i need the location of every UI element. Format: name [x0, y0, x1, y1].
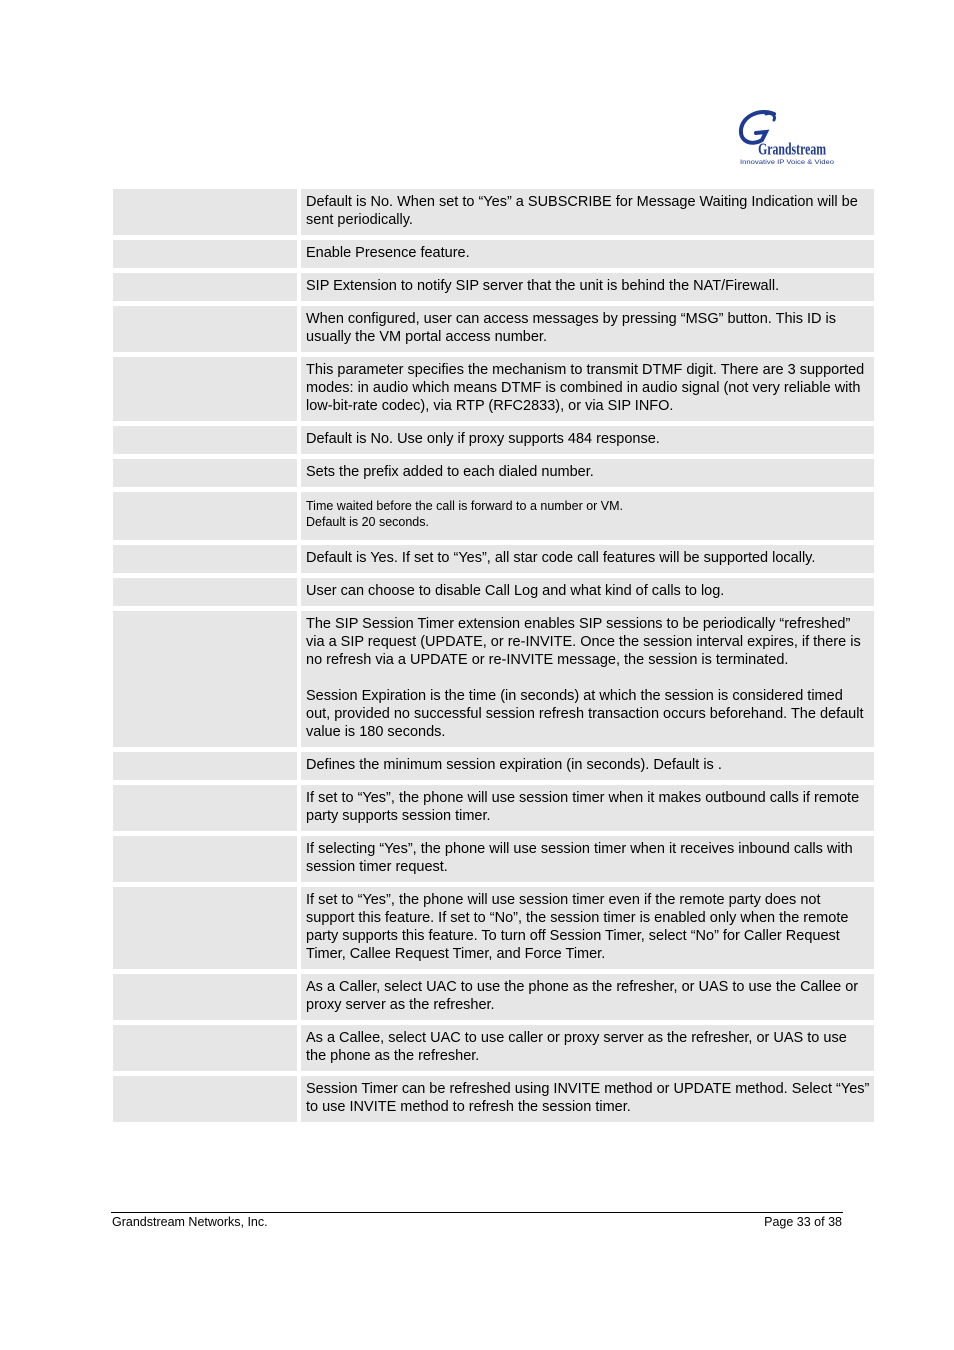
table-row: [113, 974, 874, 1020]
table-row: [113, 785, 874, 831]
table-row: [113, 611, 874, 747]
parameter-description-cell: [301, 426, 874, 454]
parameter-description-cell: [301, 189, 874, 235]
parameter-description-cell: [301, 752, 874, 780]
description-text: As a Caller, select UAC to use the phone as the refresher, or UAS to use the Callee or proxy server as the refresher.: [306, 979, 859, 1013]
parameter-name-cell: [113, 974, 297, 1020]
footer-divider: [111, 1212, 843, 1213]
description-text: User can choose to disable Call Log and what kind of calls to log.: [306, 583, 725, 599]
table-row: [113, 426, 874, 454]
parameter-description-cell: [301, 357, 874, 421]
table-row: [113, 752, 874, 780]
parameter-name-cell: [113, 752, 297, 780]
parameter-description-cell: [301, 492, 874, 540]
parameter-name-cell: [113, 459, 297, 487]
description-text: Sets the prefix added to each dialed number.: [306, 464, 594, 480]
parameter-description-cell: [301, 240, 874, 268]
parameter-description-cell: [301, 459, 874, 487]
parameter-description-cell: [301, 887, 874, 969]
description-text: As a Callee, select UAC to use caller or proxy server as the refresher, or UAS to use the phone as the refresher.: [306, 1030, 847, 1064]
parameter-name-cell: [113, 1025, 297, 1071]
description-text: Time waited before the call is forward to a number or VM.: [306, 499, 624, 513]
description-text: The SIP Session Timer extension enables SIP sessions to be periodically “refreshed” via a SIP request (UPDATE, or re-INVITE. Once the session interval expires, if there is no refresh via a UPDATE or re-INVITE message, the session is terminated.: [306, 616, 861, 668]
table-row: [113, 1025, 874, 1071]
description-text: SIP Extension to notify SIP server that the unit is behind the NAT/Firewall.: [306, 278, 780, 294]
parameter-name-cell: [113, 273, 297, 301]
parameter-description-cell: [301, 306, 874, 352]
footer-page-number: Page 33 of 38: [764, 1215, 842, 1229]
parameter-description-cell: [301, 611, 874, 747]
description-text: Session Expiration is the time (in seconds) at which the session is considered timed out, provided no successful session refresh transaction occurs beforehand. The default value is 180 seconds.: [306, 688, 864, 740]
description-text: Defines the minimum session expiration (in seconds). Default is .: [306, 757, 722, 773]
parameter-description-cell: [301, 1076, 874, 1122]
table-row: [113, 1076, 874, 1122]
table-row: [113, 240, 874, 268]
parameter-name-cell: [113, 240, 297, 268]
parameter-name-cell: [113, 426, 297, 454]
parameter-name-cell: [113, 1076, 297, 1122]
description-text: If selecting “Yes”, the phone will use session timer when it receives inbound calls with session timer request.: [306, 841, 853, 875]
table-row: [113, 189, 874, 235]
parameter-name-cell: [113, 785, 297, 831]
table-row: [113, 887, 874, 969]
footer-company: Grandstream Networks, Inc.: [112, 1215, 268, 1229]
parameter-name-cell: [113, 306, 297, 352]
table-row: [113, 578, 874, 606]
description-text: If set to “Yes”, the phone will use session timer even if the remote party does not support this feature. If set to “No”, the session timer is enabled only when the remote party supports this feature. To turn off Session Timer, select “No” for Caller Request Timer, Callee Request Timer, and Force Timer.: [306, 892, 849, 962]
parameter-name-cell: [113, 611, 297, 747]
parameter-description-cell: [301, 974, 874, 1020]
parameter-name-cell: [113, 836, 297, 882]
description-text: Default is No. Use only if proxy supports 484 response.: [306, 431, 660, 447]
parameter-description-cell: [301, 545, 874, 573]
table-row: [113, 357, 874, 421]
description-text: Default is 20 seconds.: [306, 515, 429, 529]
description-text: When configured, user can access messages by pressing “MSG” button. This ID is usually the VM portal access number.: [306, 311, 837, 345]
parameter-name-cell: [113, 545, 297, 573]
grandstream-logo: [736, 106, 842, 168]
parameter-description-cell: [301, 578, 874, 606]
parameter-description-cell: [301, 1025, 874, 1071]
parameter-name-cell: [113, 189, 297, 235]
logo-brand: Grandstream: [758, 139, 827, 159]
table-row: [113, 459, 874, 487]
description-text: Default is No. When set to “Yes” a SUBSCRIBE for Message Waiting Indication will be sent periodically.: [306, 194, 858, 228]
parameter-description-cell: [301, 273, 874, 301]
parameter-name-cell: [113, 357, 297, 421]
parameter-description-cell: [301, 785, 874, 831]
parameter-name-cell: [113, 887, 297, 969]
description-text: Enable Presence feature.: [306, 245, 470, 261]
parameter-name-cell: [113, 578, 297, 606]
logo-tagline: Innovative IP Voice & Video: [740, 160, 835, 166]
grandstream-logo-icon: [736, 106, 842, 168]
description-text: This parameter specifies the mechanism to transmit DTMF digit. There are 3 supported modes: in audio which means DTMF is combined in audio signal (not very reliable with low-bit-rate codec), via RTP (RFC2833), or via SIP INFO.: [306, 362, 865, 414]
description-text: If set to “Yes”, the phone will use session timer when it makes outbound calls if remote party supports session timer.: [306, 790, 860, 824]
table-row: [113, 306, 874, 352]
table-row: [113, 836, 874, 882]
description-text: Session Timer can be refreshed using INVITE method or UPDATE method. Select “Yes” to use INVITE method to refresh the session timer.: [306, 1081, 870, 1115]
table-row: [113, 545, 874, 573]
parameter-description-cell: [301, 836, 874, 882]
description-text: Default is Yes. If set to “Yes”, all star code call features will be supported locally.: [306, 550, 816, 566]
parameter-name-cell: [113, 492, 297, 540]
table-row: [113, 492, 874, 540]
table-row: [113, 273, 874, 301]
parameter-table: [113, 189, 874, 1127]
